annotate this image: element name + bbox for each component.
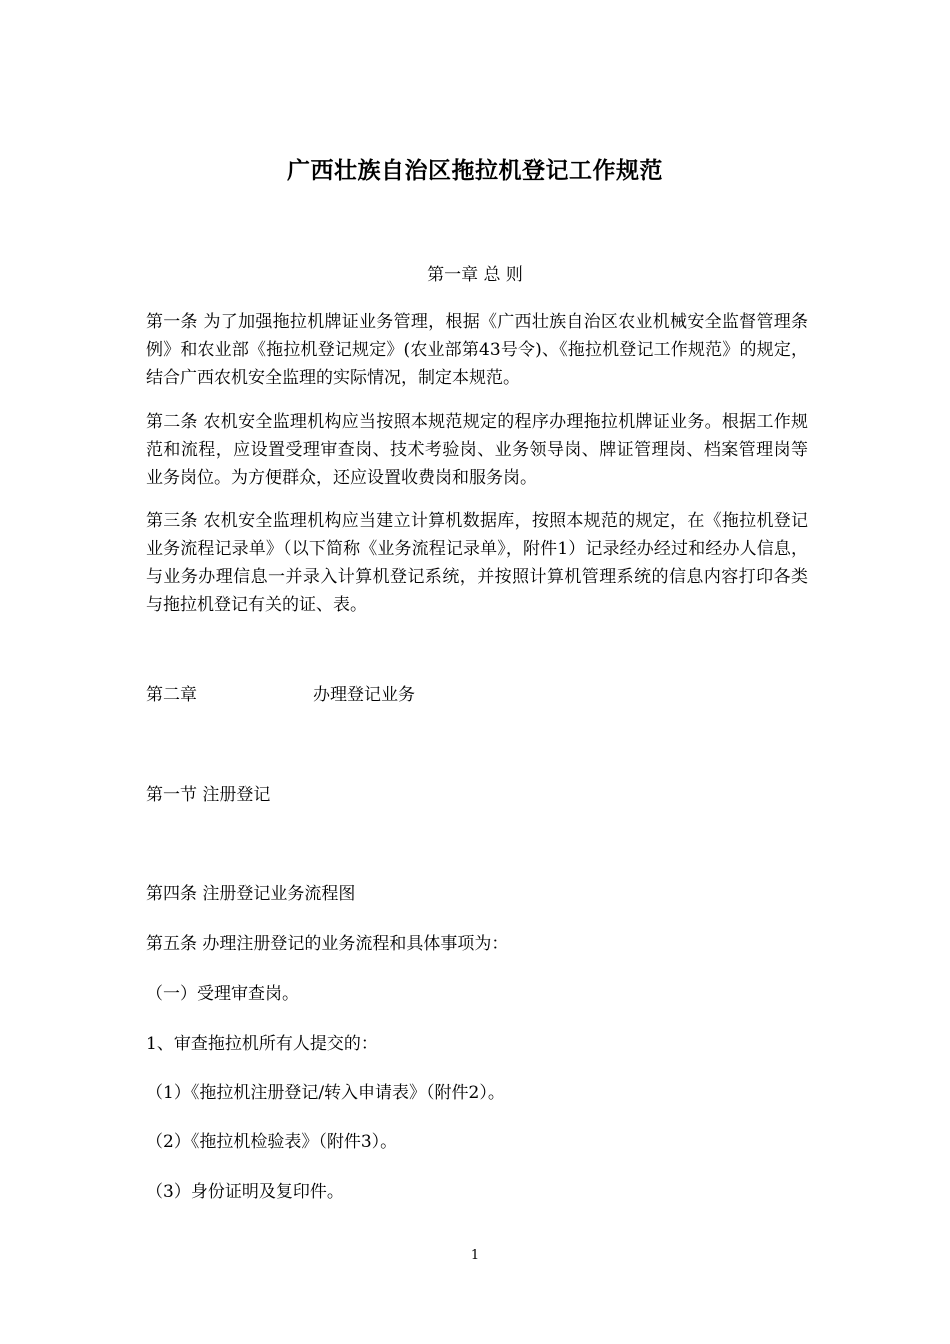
chapter-2-label: 第二章 <box>146 685 197 705</box>
item-a: （1）《拖拉机注册登记/转入申请表》（附件2）。 <box>146 1083 505 1103</box>
chapter-1-heading: 第一章 总 则 <box>427 265 523 285</box>
page-number: 1 <box>470 1248 480 1263</box>
article-4: 第四条 注册登记业务流程图 <box>146 884 356 904</box>
article-5: 第五条 办理注册登记的业务流程和具体事项为： <box>146 934 509 954</box>
article-3: 第三条 农机安全监理机构应当建立计算机数据库，按照本规范的规定，在《拖拉机登记业务流程记录单》（以下简称《业务流程记录单》，附件1）记录经办经过和经办人信息，与业务办理信息一并录入计算机登记系统，并按照计算机管理系统的信息内容打印各类与拖拉机登记有关的证、表。 <box>146 511 808 615</box>
chapter-2-title: 办理登记业务 <box>313 685 415 705</box>
section-1-heading: 第一节 注册登记 <box>146 785 271 805</box>
item-1-1: 1、审查拖拉机所有人提交的： <box>146 1034 378 1054</box>
item-1: （一）受理审查岗。 <box>146 984 299 1004</box>
article-1: 第一条 为了加强拖拉机牌证业务管理，根据《广西壮族自治区农业机械安全监督管理条例》和农业部《拖拉机登记规定》(农业部第43号令)、《拖拉机登记工作规范》的规定，结合广西农机安全监理的实际情况，制定本规范。 <box>146 312 808 388</box>
item-c: （3）身份证明及复印件。 <box>146 1182 344 1202</box>
article-2: 第二条 农机安全监理机构应当按照本规范规定的程序办理拖拉机牌证业务。根据工作规范和流程，应设置受理审查岗、技术考验岗、业务领导岗、牌证管理岗、档案管理岗等业务岗位。为方便群众，还应设置收费岗和服务岗。 <box>146 412 808 488</box>
document-title: 广西壮族自治区拖拉机登记工作规范 <box>287 158 663 184</box>
item-b: （2）《拖拉机检验表》（附件3）。 <box>146 1132 398 1152</box>
